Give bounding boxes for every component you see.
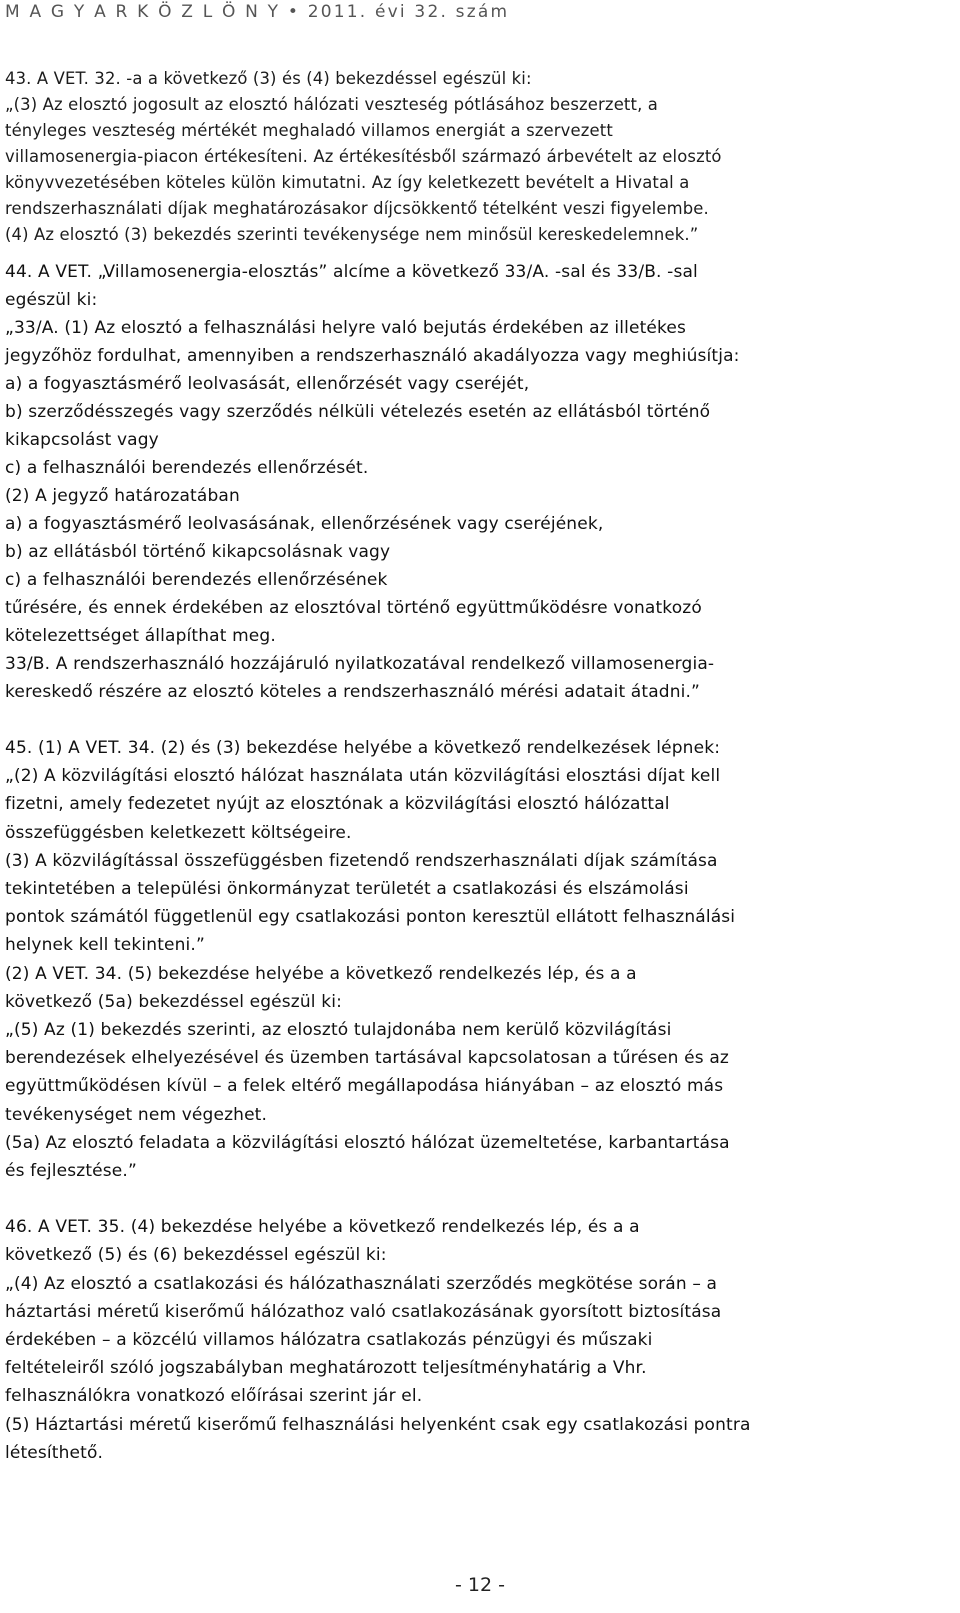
section-44-line: 44. A VET. „Villamosenergia-elosztás” alcíme a következő 33/A. -sal és 33/B. -sal — [5, 262, 698, 282]
section-45-line: (5a) Az elosztó feladata a közvilágítási elosztó hálózat üzemeltetése, karbantartása — [5, 1132, 730, 1153]
section-44-line: b) az ellátásból történő kikapcsolásnak vagy — [5, 542, 391, 562]
section-46-line: 46. A VET. 35. (4) bekezdése helyébe a következő rendelkezés lép, és a a — [5, 1217, 640, 1238]
section-44-line: jegyzőhöz fordulhat, amennyiben a rendszerhasználó akadályozza vagy meghiúsítja: — [5, 346, 740, 366]
section-44-line: kikapcsolást vagy — [5, 430, 159, 450]
section-45-line: berendezések elhelyezésével és üzemben tartásával kapcsolatosan a tűrésen és az — [5, 1048, 729, 1069]
section-44-line: a) a fogyasztásmérő leolvasását, ellenőrzését vagy cseréjét, — [5, 374, 530, 394]
section-44-line: kötelezettséget állapíthat meg. — [5, 626, 276, 646]
section-44-line: c) a felhasználói berendezés ellenőrzésének — [5, 570, 388, 590]
section-45-line: (2) A VET. 34. (5) bekezdése helyébe a következő rendelkezés lép, és a a — [5, 963, 637, 984]
section-46-line: érdekében – a közcélú villamos hálózatra csatlakozás pénzügyi és műszaki — [5, 1330, 653, 1351]
section-46-line: háztartási méretű kiserőmű hálózathoz való csatlakozásának gyorsított biztosítása — [5, 1301, 722, 1322]
section-44-line: a) a fogyasztásmérő leolvasásának, ellenőrzésének vagy cseréjének, — [5, 514, 604, 534]
section-44-line: egészül ki: — [5, 290, 98, 310]
section-44-line: (2) A jegyző határozatában — [5, 486, 240, 506]
section-45-line: összefüggésben keletkezett költségeire. — [5, 822, 352, 843]
section-45-line: fizetni, amely fedezetet nyújt az elosztónak a közvilágítási elosztó hálózattal — [5, 794, 670, 815]
section-45-line: együttműködésen kívül – a felek eltérő megállapodása hiányában – az elosztó más — [5, 1076, 724, 1097]
section-43-line: „(3) Az elosztó jogosult az elosztó hálózati veszteség pótlásához beszerzett, a — [5, 95, 658, 114]
section-46-line: feltételeiről szóló jogszabályban meghatározott teljesítményhatárig a Vhr. — [5, 1358, 647, 1379]
section-43-line: 43. A VET. 32. -a a következő (3) és (4) bekezdéssel egészül ki: — [5, 69, 532, 88]
section-44-line: kereskedő részére az elosztó köteles a rendszerhasználó mérési adatait átadni.” — [5, 682, 701, 702]
section-45-line: tevékenységet nem végezhet. — [5, 1104, 268, 1125]
section-44-line: 33/B. A rendszerhasználó hozzájáruló nyilatkozatával rendelkező villamosenergia- — [5, 654, 715, 674]
section-45-line: és fejlesztése.” — [5, 1161, 137, 1182]
section-44 — [5, 258, 928, 706]
section-46-line: (5) Háztartási méretű kiserőmű felhasználási helyenként csak egy csatlakozási pontra — [5, 1414, 751, 1435]
section-46 — [5, 1213, 928, 1467]
document-body — [5, 66, 928, 1467]
section-45-line: 45. (1) A VET. 34. (2) és (3) bekezdése helyébe a következő rendelkezések lépnek: — [5, 738, 721, 758]
section-43-line: könyvvezetésében köteles külön kimutatni. Az így keletkezett bevételt a Hivatal a — [5, 173, 690, 192]
section-45-line: „(2) A közvilágítási elosztó hálózat használata után közvilágítási elosztási díjat kell — [5, 766, 721, 787]
section-46-line: felhasználókra vonatkozó előírásai szerint jár el. — [5, 1386, 423, 1407]
section-44-line: „33/A. (1) Az elosztó a felhasználási helyre való bejutás érdekében az illetékes — [5, 318, 687, 338]
section-45-line: tekintetében a települési önkormányzat területét a csatlakozási és elszámolási — [5, 879, 689, 900]
section-43-line: tényleges veszteség mértékét meghaladó villamos energiát a szervezett — [5, 121, 613, 140]
section-46-line: létesíthető. — [5, 1442, 104, 1463]
section-45-line: „(5) Az (1) bekezdés szerinti, az elosztó tulajdonába nem kerülő közvilágítási — [5, 1020, 672, 1041]
gazette-header: M A G Y A R K Ö Z L Ö N Y • 2011. évi 32. szám — [5, 2, 510, 22]
section-43 — [5, 66, 928, 248]
section-43-line: villamosenergia-piacon értékesíteni. Az értékesítésből származó árbevételt az elosztó — [5, 147, 722, 166]
section-46-line: „(4) Az elosztó a csatlakozási és hálózathasználati szerződés megkötése során – a — [5, 1273, 718, 1294]
section-44-line: b) szerződésszegés vagy szerződés nélküli vételezés esetén az ellátásból történő — [5, 402, 711, 422]
section-45-line: (3) A közvilágítással összefüggésben fizetendő rendszerhasználati díjak számítása — [5, 850, 718, 871]
section-44-line: tűrésére, és ennek érdekében az elosztóval történő együttműködésre vonatkozó — [5, 598, 702, 618]
section-45 — [5, 734, 928, 1185]
page-number: - 12 - — [455, 1574, 505, 1596]
section-45-line: következő (5a) bekezdéssel egészül ki: — [5, 991, 342, 1012]
section-46-line: következő (5) és (6) bekezdéssel egészül ki: — [5, 1245, 387, 1266]
section-43-line: (4) Az elosztó (3) bekezdés szerinti tevékenysége nem minősül kereskedelemnek.” — [5, 225, 699, 244]
section-45-line: pontok számától függetlenül egy csatlakozási ponton keresztül ellátott felhasználási — [5, 907, 736, 928]
section-44-line: c) a felhasználói berendezés ellenőrzését. — [5, 458, 369, 478]
section-43-line: rendszerhasználati díjak meghatározásakor díjcsökkentő tételként veszi figyelembe. — [5, 199, 709, 218]
section-45-line: helynek kell tekinteni.” — [5, 935, 205, 956]
